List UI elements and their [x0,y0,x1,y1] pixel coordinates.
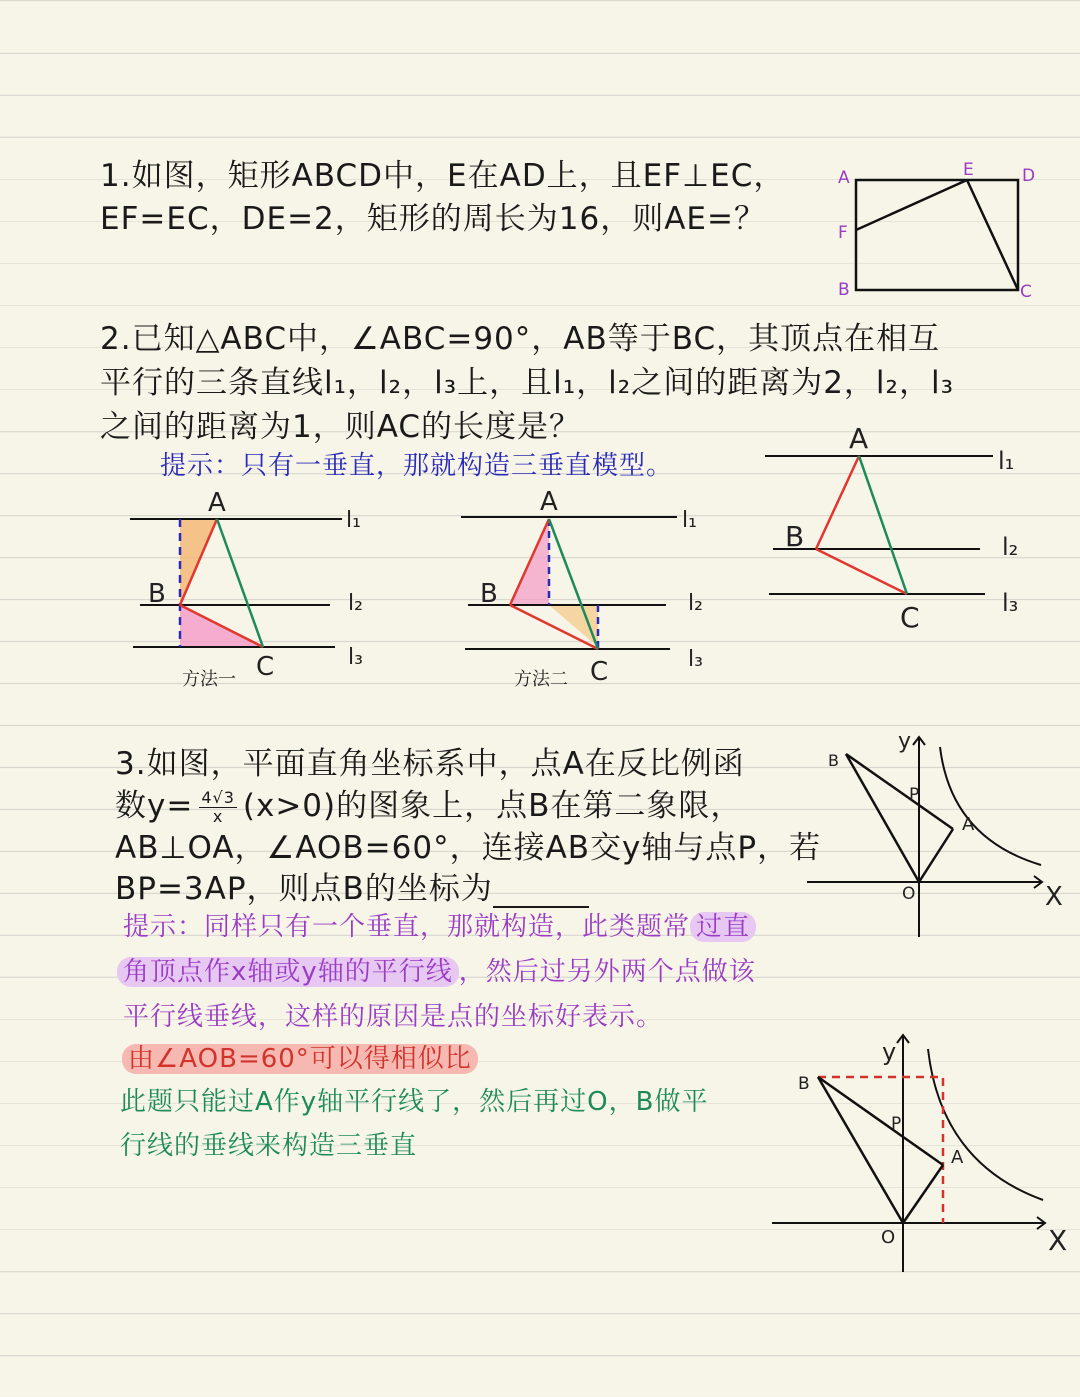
m1-label-l1: l₁ [346,508,361,533]
q1-label-B: B [838,280,850,300]
q3-lower-figure [772,1035,1067,1272]
lower-segment-OB [818,1077,903,1223]
m2-label-l1: l₁ [682,508,697,533]
q3-hint-line5: 此题只能过A作y轴平行线了，然后再过O，B做平 [120,1087,709,1117]
q1-line2: EF=EC，DE=2，矩形的周长为16，则AE=？ [100,201,766,237]
q3-line4-text: BP=3AP，则点B的坐标为 [115,871,493,907]
orig-label-A: A [849,422,869,455]
upper-label-y: y [898,729,912,754]
lower-dashed-construction [818,1077,943,1223]
lower-label-O: O [881,1227,896,1248]
q3-line3: AB⊥OA，∠AOB=60°，连接AB交y轴与点P，若 [115,830,822,866]
q3-fraction-denominator: x [212,807,224,826]
q2-line1: 2.已知△ABC中，∠ABC=90°，AB等于BC，其顶点在相互 [100,321,941,357]
q3-hint4-highlight: 由∠AOB=60°可以得相似比 [122,1044,478,1074]
m1-method-label: 方法一 [182,669,236,690]
m2-label-l2: l₂ [688,591,703,616]
orig-label-C: C [900,601,920,634]
upper-segment-OB [846,754,919,882]
q3-fraction-numerator: 4√3 [201,788,235,807]
q3-hint-line6: 行线的垂线来构造三垂直 [120,1131,418,1161]
orig-label-B: B [785,520,805,553]
q3-line1: 3.如图，平面直角坐标系中，点A在反比例函 [115,746,745,782]
q3-hint2-text: ，然后过另外两个点做该 [458,957,756,987]
q3-hint-line3: 平行线垂线，这样的原因是点的坐标好表示。 [123,1002,664,1032]
lower-segment-BA [818,1077,943,1165]
upper-segment-OA [919,829,953,882]
m2-label-C: C [590,657,609,687]
upper-label-A: A [962,814,975,835]
q1-label-E: E [963,160,974,180]
m1-label-l2: l₂ [348,591,363,616]
q3-hint1-text: 提示：同样只有一个垂直，那就构造，此类题常 [123,912,691,942]
q3-line2-start: 数y= [115,788,194,824]
orig-label-l1: l₁ [998,447,1015,475]
q2-line3: 之间的距离为1，则AC的长度是？ [100,409,582,445]
upper-label-x: X [1045,882,1063,912]
m2-method-label: 方法二 [514,669,568,690]
q3-upper-figure [807,729,1063,937]
m1-label-l3: l₃ [348,645,363,670]
q3-hint1-highlight: 过直 [690,912,756,942]
lower-hyperbola [928,1049,1043,1200]
upper-label-B: B [828,751,839,770]
upper-hyperbola [940,747,1041,865]
m2-label-A: A [540,487,558,517]
lower-label-A: A [951,1147,964,1168]
q1-label-C: C [1020,282,1032,302]
q1-label-F: F [838,223,848,243]
upper-label-O: O [902,884,916,904]
q2-line2: 平行的三条直线l₁，l₂，l₃上，且l₁，l₂之间的距离为2，l₂，l₃ [100,365,955,401]
q1-label-D: D [1022,166,1036,186]
q3-line2-end: (x>0)的图象上，点B在第二象限， [242,788,743,824]
m1-label-B: B [148,579,166,609]
q1-label-A: A [838,168,850,188]
m2-label-B: B [480,579,498,609]
m1-label-C: C [256,652,275,682]
lower-label-B: B [798,1074,810,1094]
lower-segment-OA [903,1165,943,1223]
lower-label-P: P [891,1114,902,1134]
orig-label-l2: l₂ [1002,533,1019,561]
upper-segment-BA [846,754,953,829]
m2-label-l3: l₃ [688,647,703,672]
m1-label-A: A [208,488,226,518]
q2-hint: 提示：只有一垂直，那就构造三垂直模型。 [160,451,674,481]
q1-line1: 1.如图，矩形ABCD中，E在AD上，且EF⊥EC， [100,158,786,194]
upper-label-P: P [909,785,920,805]
lower-label-x: X [1048,1224,1068,1257]
orig-label-l3: l₃ [1002,589,1019,617]
lower-label-y: y [882,1038,897,1066]
q3-hint2-highlight: 角顶点作x轴或y轴的平行线 [117,957,459,987]
